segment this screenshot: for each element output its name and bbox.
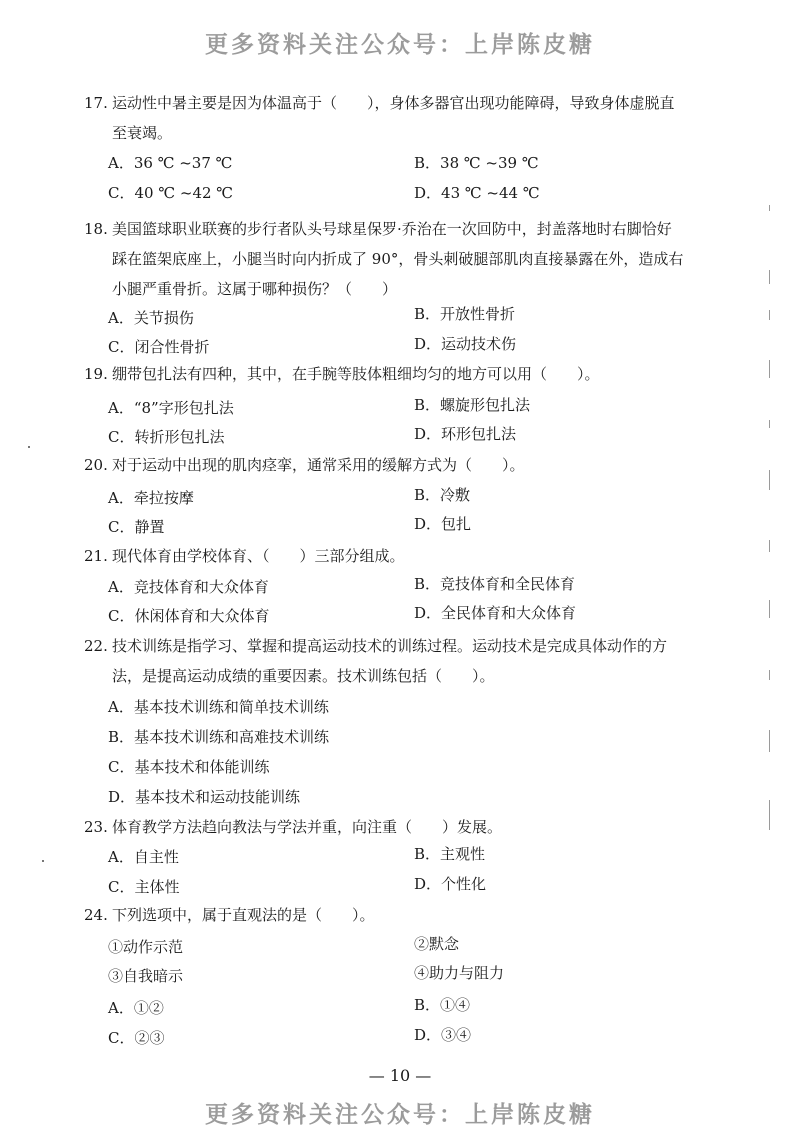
option-d: D．运动技术伤 [414,335,517,353]
option-a: A．竞技体育和大众体育 [108,578,269,596]
option-c: C．基本技术和体能训练 [108,758,270,776]
question-text: 技术训练是指学习、掌握和提高运动技术的训练过程。运动技术是完成具体动作的方 [112,637,668,655]
scan-mark [769,540,770,552]
question-text: 对于运动中出现的肌肉痉挛，通常采用的缓解方式为（ ）。 [112,456,525,474]
scan-mark [769,420,770,428]
option-c: C．静置 [108,518,165,536]
scan-mark [769,730,770,752]
question-text: 下列选项中，属于直观法的是（ ）。 [112,906,375,924]
option-d: D．环形包扎法 [414,425,517,443]
question-number: 23. [84,818,108,836]
question-22 [84,631,744,691]
option-b: B．螺旋形包扎法 [414,396,531,414]
scan-mark [769,360,770,378]
question-18 [84,214,744,304]
option-a: A．自主性 [108,848,179,866]
statement-2: ②默念 [414,935,460,953]
question-text: 绷带包扎法有四种，其中，在手腕等肢体粗细均匀的地方可以用（ ）。 [112,365,600,383]
question-21 [84,541,744,571]
option-a: A．基本技术训练和简单技术训练 [108,698,329,716]
watermark-top: 更多资料关注公众号：上岸陈皮糖 [205,32,595,58]
scan-mark [769,270,770,284]
question-text: 体育教学方法趋向教法与学法并重，向注重（ ）发展。 [112,818,503,836]
question-20 [84,450,744,480]
scan-mark [769,600,770,618]
statement-4: ④助力与阻力 [414,964,505,982]
scan-speck [42,860,44,862]
question-number: 24. [84,906,108,924]
option-c: C．主体性 [108,878,180,896]
question-number: 19. [84,365,108,383]
option-a: A．“8”字形包扎法 [108,399,234,417]
question-number: 21. [84,547,108,565]
option-b: B．竞技体育和全民体育 [414,575,576,593]
question-text: 小腿严重骨折。这属于哪种损伤？（ ） [112,280,398,298]
option-c: C．转折形包扎法 [108,428,225,446]
option-c: C．闭合性骨折 [108,338,210,356]
question-19 [84,359,744,389]
option-d: D．个性化 [414,875,487,893]
scan-speck [28,446,30,448]
page-number: — 10 — [368,1066,432,1085]
option-d: D．43 ℃ ~44 ℃ [414,184,540,202]
option-d: D．全民体育和大众体育 [414,604,577,622]
question-text: 踩在篮架底座上，小腿当时向内折成了 90°，骨头刺破腿部肌肉直接暴露在外，造成右 [112,250,684,268]
question-number: 17. [84,94,108,112]
question-text: 法，是提高运动成绩的重要因素。技术训练包括（ ）。 [112,667,495,685]
question-number: 18. [84,220,108,238]
question-23 [84,812,744,842]
question-number: 22. [84,637,108,655]
question-24 [84,900,744,930]
option-c: C．40 ℃ ~42 ℃ [108,184,234,202]
option-b: B．基本技术训练和高难技术训练 [108,728,330,746]
option-a: A．关节损伤 [108,309,194,327]
option-a: A．牵拉按摩 [108,489,194,507]
scan-mark [769,800,770,830]
option-a: A．①② [108,999,164,1017]
question-text: 现代体育由学校体育、（ ）三部分组成。 [112,547,405,565]
option-b: B．开放性骨折 [414,305,516,323]
question-text: 至衰竭。 [112,124,173,142]
watermark-bottom: 更多资料关注公众号：上岸陈皮糖 [205,1102,595,1128]
option-b: B．38 ℃ ~39 ℃ [414,154,539,172]
option-a: A．36 ℃ ~37 ℃ [108,154,233,172]
question-text: 美国篮球职业联赛的步行者队头号球星保罗·乔治在一次回防中，封盖落地时右脚恰好 [112,220,672,238]
question-number: 20. [84,456,108,474]
option-b: B．冷敷 [414,486,471,504]
option-c: C．②③ [108,1029,165,1047]
scan-mark [769,470,770,490]
scan-mark [769,670,770,680]
question-17 [84,88,744,148]
option-d: D．基本技术和运动技能训练 [108,788,301,806]
option-d: D．包扎 [414,515,472,533]
option-b: B．①④ [414,996,471,1014]
option-d: D．③④ [414,1026,472,1044]
scan-mark [769,205,770,211]
scan-mark [769,310,770,320]
statement-1: ①动作示范 [108,938,184,956]
statement-3: ③自我暗示 [108,967,184,985]
question-text: 运动性中暑主要是因为体温高于（ ），身体多器官出现功能障碍，导致身体虚脱直 [112,94,675,112]
option-c: C．休闲体育和大众体育 [108,607,270,625]
option-b: B．主观性 [414,845,486,863]
